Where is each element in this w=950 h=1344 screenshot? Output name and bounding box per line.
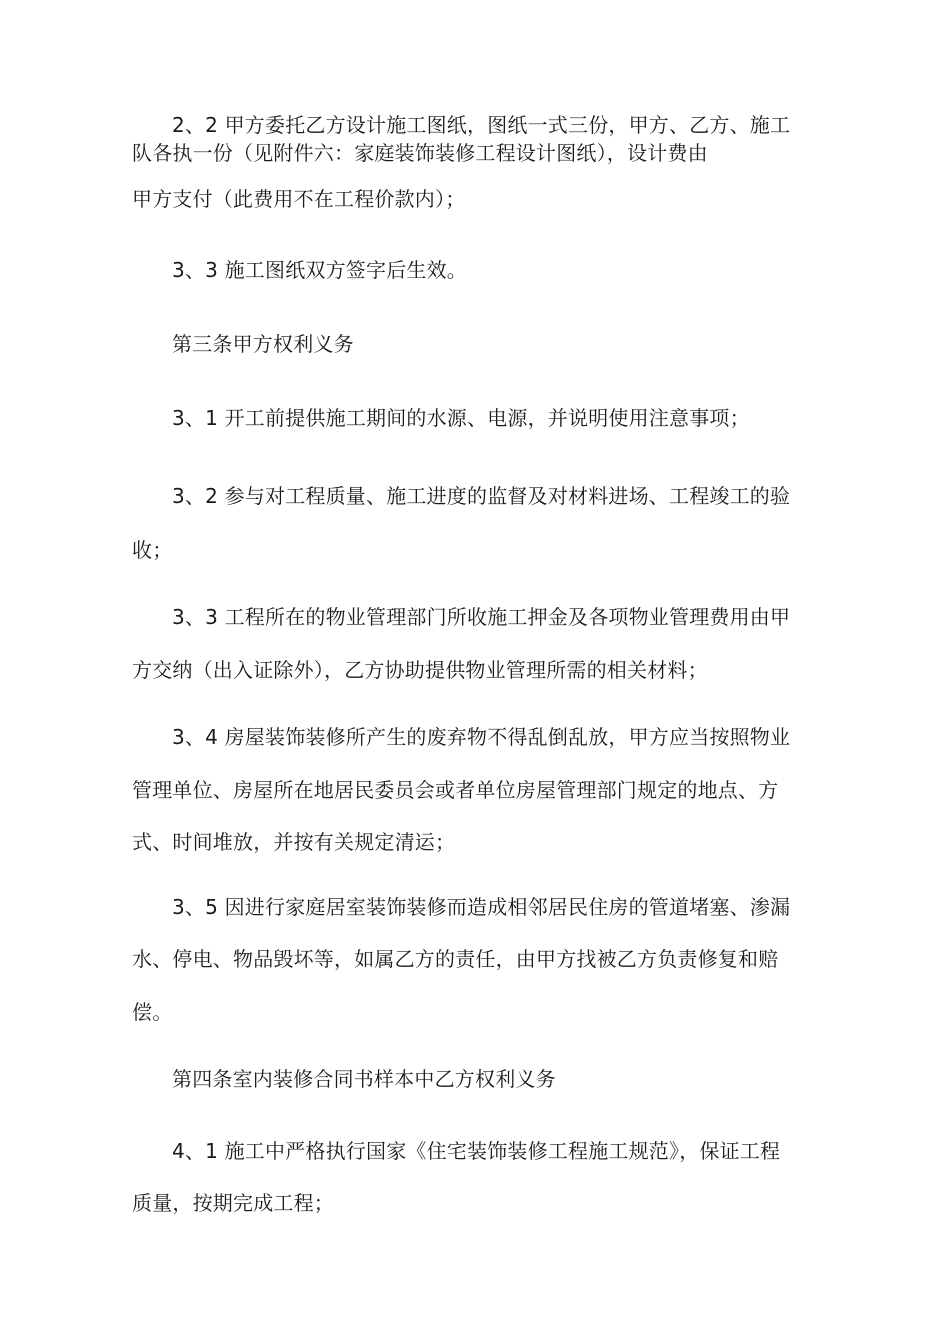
paragraph-3-2-line-1: 3、2 参与对工程质量、施工进度的监督及对材料进场、工程竣工的验 xyxy=(172,484,791,508)
paragraph-3-5-line-3: 偿。 xyxy=(132,1000,173,1024)
paragraph-3-5-line-1: 3、5 因进行家庭居室装饰装修而造成相邻居民住房的管道堵塞、渗漏 xyxy=(172,895,791,919)
paragraph-3-3-a: 3、3 施工图纸双方签字后生效。 xyxy=(172,258,468,282)
paragraph-3-2-line-2: 收； xyxy=(132,538,173,562)
paragraph-3-4-line-2: 管理单位、房屋所在地居民委员会或者单位房屋管理部门规定的地点、方 xyxy=(132,778,779,802)
section-heading-article-4: 第四条室内装修合同书样本中乙方权利义务 xyxy=(172,1067,556,1091)
paragraph-3-5-line-2: 水、停电、物品毁坏等，如属乙方的责任，由甲方找被乙方负责修复和赔 xyxy=(132,947,779,971)
paragraph-3-3-line-2: 方交纳（出入证除外），乙方协助提供物业管理所需的相关材料； xyxy=(132,658,708,682)
paragraph-3-4-line-3: 式、时间堆放，并按有关规定清运； xyxy=(132,830,456,854)
paragraph-3-1: 3、1 开工前提供施工期间的水源、电源，并说明使用注意事项； xyxy=(172,406,750,430)
paragraph-2-2-line-3: 甲方支付（此费用不在工程价款内）； xyxy=(132,187,466,211)
paragraph-4-1-line-2: 质量，按期完成工程； xyxy=(132,1191,334,1215)
paragraph-2-2-line-1: 2、2 甲方委托乙方设计施工图纸，图纸一式三份，甲方、乙方、施工 xyxy=(172,113,791,137)
paragraph-4-1-line-1: 4、1 施工中严格执行国家《住宅装饰装修工程施工规范》，保证工程 xyxy=(172,1139,781,1163)
section-heading-article-3: 第三条甲方权利义务 xyxy=(172,332,354,356)
paragraph-2-2-line-2: 队各执一份（见附件六：家庭装饰装修工程设计图纸），设计费由 xyxy=(132,141,708,165)
paragraph-3-4-line-1: 3、4 房屋装饰装修所产生的废弃物不得乱倒乱放，甲方应当按照物业 xyxy=(172,725,791,749)
paragraph-3-3-line-1: 3、3 工程所在的物业管理部门所收施工押金及各项物业管理费用由甲 xyxy=(172,605,791,629)
